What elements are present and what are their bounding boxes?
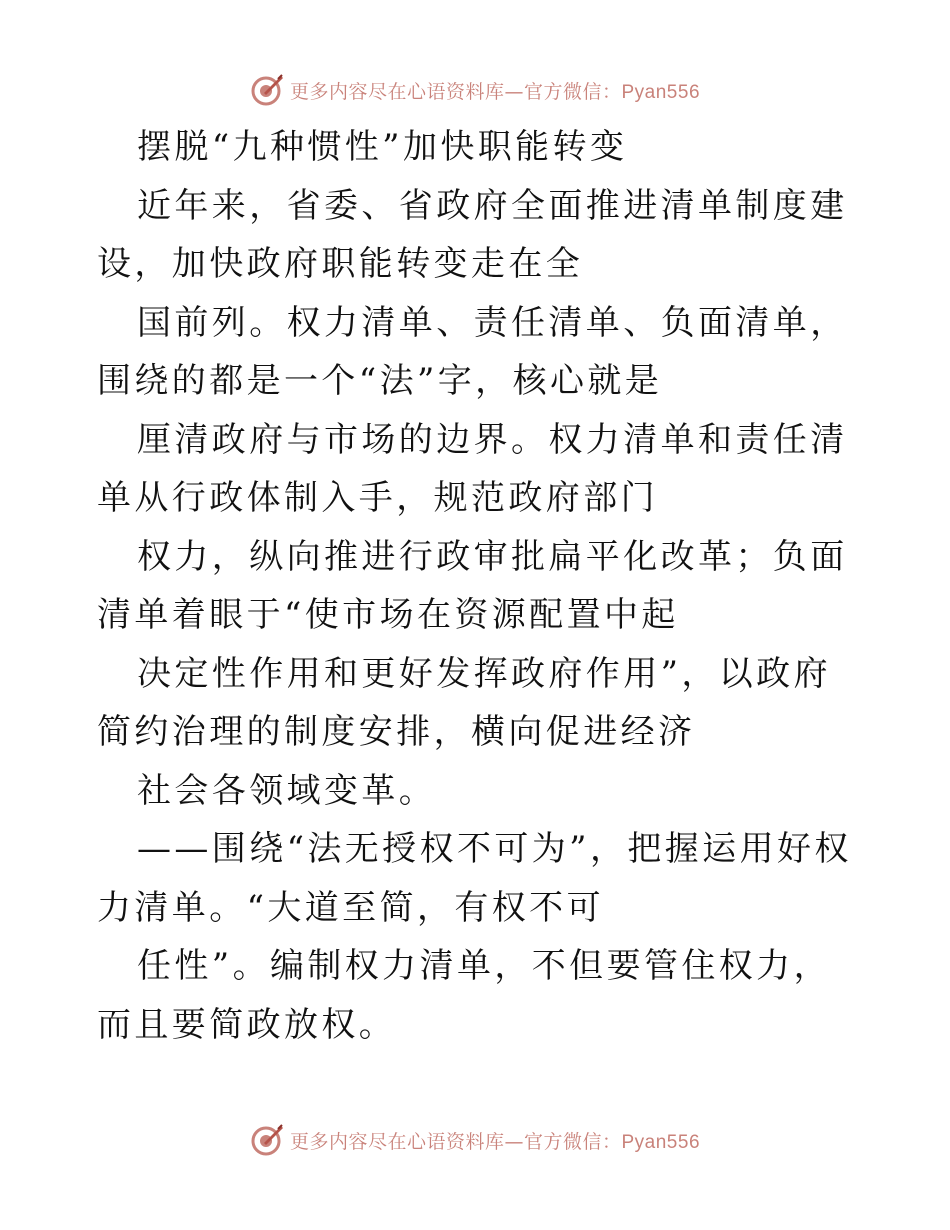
paragraph: 任性”。编制权力清单，不但要管住权力，而且要简政放权。	[97, 946, 831, 1045]
paragraph: 决定性作用和更好发挥政府作用”，以政府简约治理的制度安排，横向促进经济	[97, 653, 831, 752]
quill-seal-logo-icon	[250, 1123, 284, 1157]
paragraph: ——围绕“法无授权不可为”，把握运用好权力清单。“大道至简，有权不可	[97, 829, 852, 928]
banner-text: 更多内容尽在心语资料库—官方微信：Pyan556	[289, 80, 701, 103]
document-title: 摆脱“九种惯性”加快职能转变	[137, 127, 628, 167]
paragraph: 近年来，省委、省政府全面推进清单制度建设，加快政府职能转变走在全	[97, 185, 848, 284]
banner-text: 更多内容尽在心语资料库—官方微信：Pyan556	[289, 1130, 701, 1153]
quill-seal-logo-icon	[250, 73, 284, 107]
footer-watermark-banner	[0, 1120, 950, 1160]
paragraph: 权力，纵向推进行政审批扁平化改革；负面清单着眼于“使市场在资源配置中起	[97, 536, 848, 635]
paragraph: 社会各领域变革。	[137, 770, 437, 811]
document-body	[97, 118, 857, 1054]
header-watermark-banner	[0, 70, 950, 110]
paragraph: 国前列。权力清单、责任清单、负面清单，围绕的都是一个“法”字，核心就是	[97, 302, 848, 401]
paragraph: 厘清政府与市场的边界。权力清单和责任清单从行政体制入手，规范政府部门	[97, 419, 848, 518]
